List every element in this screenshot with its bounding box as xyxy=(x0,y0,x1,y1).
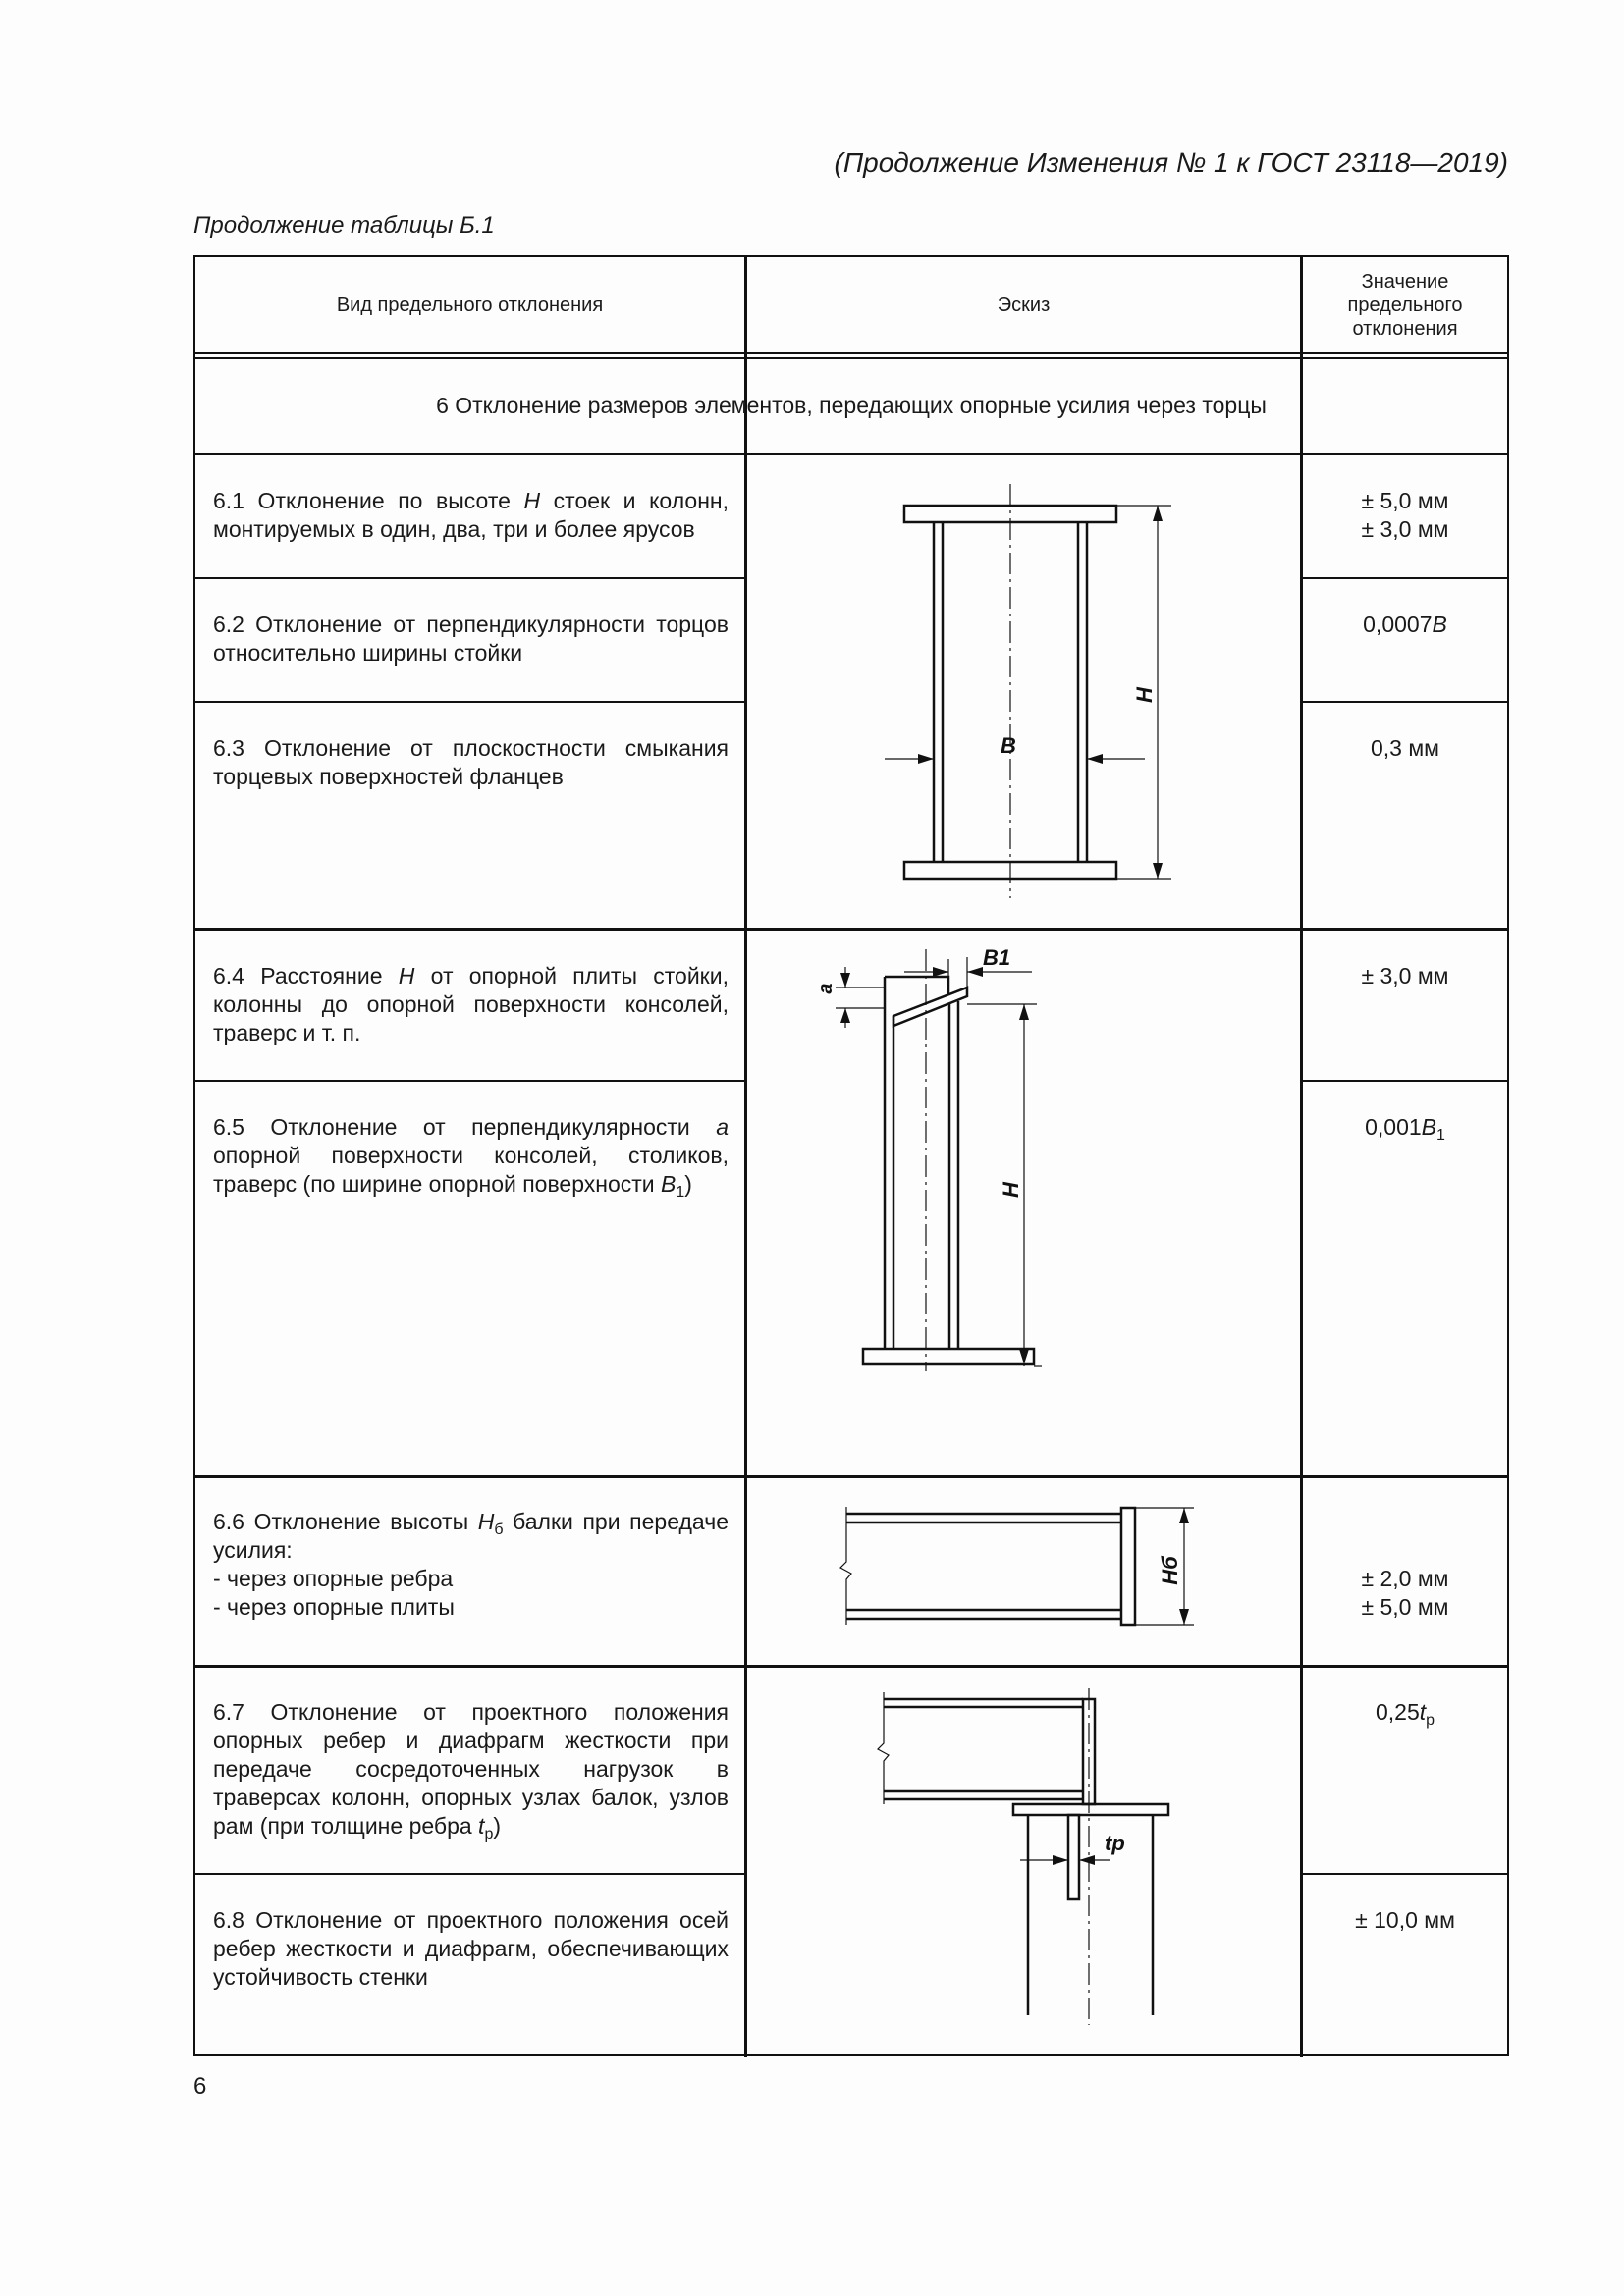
continuation-header: (Продолжение Изменения № 1 к ГОСТ 23118—2019) xyxy=(834,147,1508,178)
row-6-1-value-1: ± 5,0 мм xyxy=(1361,488,1449,513)
row-6-6-value-2: ± 5,0 мм xyxy=(1361,1594,1449,1620)
row-6-5-text: 6.5 Отклонение от перпендикулярности a опорной поверхности консолей, столиков, траверс (по ширине опорной поверхности $B_1$) xyxy=(213,1114,729,1201)
section-title: 6 Отклонение размеров элементов, передающих опорные усилия через торцы xyxy=(436,393,1267,418)
row-6-4-value: ± 3,0 мм xyxy=(1361,963,1449,988)
sketch2-width-label: B1 xyxy=(983,945,1011,970)
row-6-4-text: 6.4 Расстояние H от опорной плиты стойки, колонны до опорной поверхности консолей, траверс и т. п. xyxy=(213,963,729,1045)
col-header-value: Значение предельного отклонения xyxy=(1347,270,1463,340)
table-caption: Продолжение таблицы Б.1 xyxy=(193,212,495,239)
svg-text:tр xyxy=(1105,1831,1125,1855)
svg-text:B1 xyxy=(983,945,1010,970)
row-6-6-value-1: ± 2,0 мм xyxy=(1361,1566,1449,1591)
sketch-column-flanges xyxy=(747,454,1300,928)
row-6-8-text: 6.8 Отклонение от проектного положения осей ребер жесткости и диафрагм, обеспечивающих устойчивость стенки xyxy=(213,1907,729,1990)
row-6-6-item-2: - через опорные плиты xyxy=(213,1594,455,1620)
col-header-sketch: Эскиз xyxy=(997,294,1051,316)
sketch-column-bracket xyxy=(747,930,1300,1475)
sketch3-height-label: Hб xyxy=(1158,1556,1182,1585)
row-6-2-text: 6.2 Отклонение от перпендикулярности торцов относительно ширины стойки xyxy=(213,612,729,666)
sketch2-offset-label: a xyxy=(815,983,837,994)
row-6-1-text: 6.1 Отклонение по высоте H стоек и колонн, монтируемых в один, два, три и более ярусов xyxy=(213,488,729,542)
sketch4-thickness-label: tр xyxy=(1105,1831,1125,1855)
row-6-5-value: $0,001B_1$ xyxy=(1365,1114,1445,1144)
sketch-beam-end xyxy=(747,1477,1300,1665)
deviation-table xyxy=(193,255,1509,2056)
page-number: 6 xyxy=(193,2073,207,2100)
row-6-8-value: ± 10,0 мм xyxy=(1355,1907,1455,1933)
row-6-6-text: 6.6 Отклонение высоты $H_б$ балки при передаче усилия: - через опорные ребра - через опорные плиты xyxy=(213,1509,729,1620)
sketch-stiffener xyxy=(747,1667,1300,2057)
sketch1-width-label: B xyxy=(1001,733,1016,758)
row-6-2-value: 0,0007B xyxy=(1363,612,1447,637)
col-header-type: Вид предельного отклонения xyxy=(336,294,604,316)
row-6-6-item-1: - через опорные ребра xyxy=(213,1566,454,1591)
svg-text:Hб xyxy=(1158,1555,1182,1585)
row-6-3-text: 6.3 Отклонение от плоскостности смыкания торцевых поверхностей фланцев xyxy=(213,735,729,789)
row-6-7-text: 6.7 Отклонение от проектного положения опорных ребер и диафрагм жесткости при передаче сосредоточенных нагрузок в траверсах колонн, опорных узлах балок, узлов рам (при толщине ребра $t_р$) xyxy=(213,1699,729,1842)
row-6-7-value: $0,25t_р$ xyxy=(1375,1699,1435,1729)
row-6-1-value xyxy=(1303,487,1507,544)
row-6-3-value: 0,3 мм xyxy=(1371,735,1439,761)
row-6-1-value-2: ± 3,0 мм xyxy=(1361,516,1449,542)
row-6-6-value xyxy=(1303,1565,1507,1622)
sketch2-height-label: H xyxy=(999,1182,1023,1198)
sketch1-height-label: H xyxy=(1132,687,1157,703)
